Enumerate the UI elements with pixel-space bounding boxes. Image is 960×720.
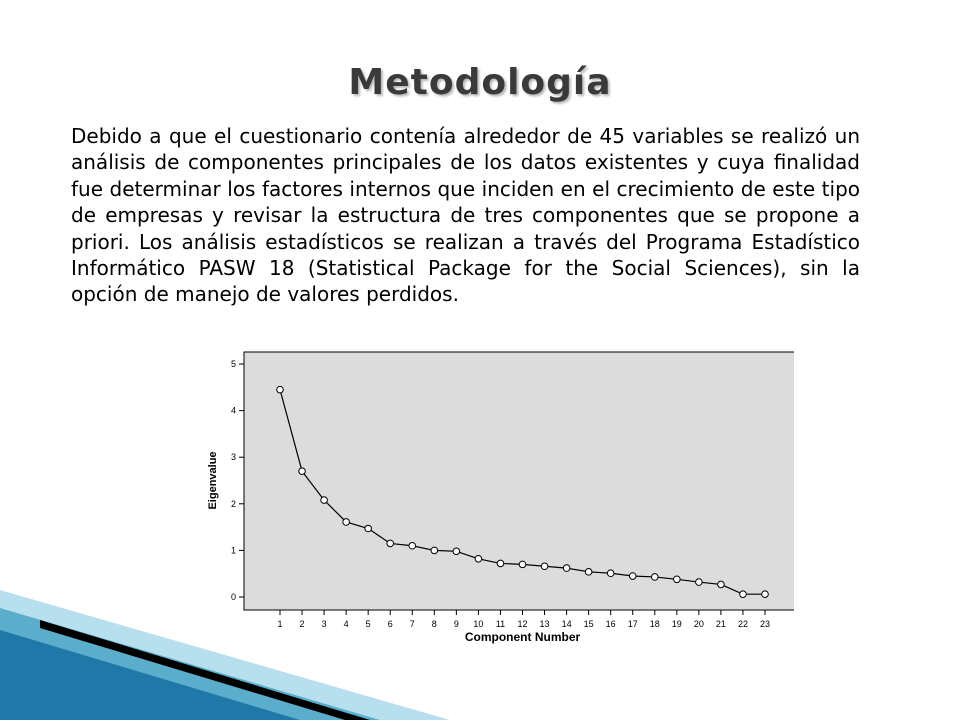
x-tick-label: 12: [517, 619, 528, 629]
plot-area: [244, 352, 794, 610]
x-tick-label: 22: [737, 619, 748, 629]
x-tick-label: 9: [453, 619, 459, 629]
data-point: [431, 547, 438, 554]
x-tick-label: 3: [321, 619, 327, 629]
data-point: [453, 548, 460, 555]
y-tick-label: 2: [230, 498, 236, 509]
data-point: [343, 519, 350, 526]
x-tick-label: 11: [495, 619, 506, 629]
x-tick-label: 17: [627, 619, 638, 629]
x-tick-label: 20: [693, 619, 704, 629]
x-tick-label: 21: [715, 619, 726, 629]
data-point: [585, 569, 592, 576]
data-point: [497, 560, 504, 567]
y-axis-label: Eigenvalue: [207, 451, 219, 510]
data-point: [475, 555, 482, 562]
data-point: [674, 576, 681, 583]
y-tick-label: 5: [230, 359, 236, 369]
corner-stripes-decoration: [0, 590, 450, 720]
x-tick-label: 14: [561, 619, 572, 629]
data-point: [365, 525, 372, 532]
y-tick-label: 4: [230, 405, 236, 416]
data-point: [651, 574, 658, 581]
x-tick-label: 7: [409, 619, 415, 629]
y-tick-label: 3: [230, 452, 236, 463]
data-point: [321, 497, 328, 504]
data-point: [629, 573, 636, 580]
x-tick-label: 2: [299, 619, 305, 629]
data-point: [718, 581, 725, 588]
x-tick-label: 6: [387, 619, 393, 629]
x-tick-label: 16: [605, 619, 616, 629]
x-axis-label: Component Number: [464, 630, 581, 644]
x-tick-label: 15: [583, 619, 594, 629]
x-tick-label: 13: [539, 619, 550, 629]
data-point: [696, 579, 703, 586]
data-point: [762, 591, 769, 598]
data-point: [563, 565, 570, 572]
y-tick-label: 0: [230, 592, 236, 602]
data-point: [519, 561, 526, 568]
data-point: [607, 570, 614, 577]
x-tick-label: 8: [431, 619, 437, 629]
x-tick-label: 5: [365, 619, 371, 629]
x-tick-label: 1: [277, 619, 283, 629]
x-tick-label: 10: [473, 619, 484, 629]
data-point: [740, 591, 747, 598]
data-point: [277, 386, 284, 393]
data-point: [409, 542, 416, 549]
x-tick-label: 23: [759, 619, 771, 629]
slide-title: Metodología: [348, 62, 612, 103]
y-tick-label: 1: [230, 545, 236, 556]
data-point: [541, 563, 548, 570]
x-tick-label: 19: [671, 619, 682, 629]
x-tick-label: 18: [649, 619, 660, 629]
data-point: [299, 468, 306, 475]
x-tick-label: 4: [343, 619, 349, 629]
body-paragraph: Debido a que el cuestionario contenía alrededor de 45 variables se realizó un análisis de componentes principales de los datos existentes y cuya finalidad fue determinar los factores internos que inciden en el crecimiento de este tipo de empresas y revisar la estructura de tres componentes que se propone a priori. Los análisis estadísticos se realizan a través del Programa Estadístico Informático PASW 18 (Statistical Package for the Social Sciences), sin la opción de manejo de valores perdidos.: [71, 124, 860, 307]
data-point: [387, 540, 394, 547]
